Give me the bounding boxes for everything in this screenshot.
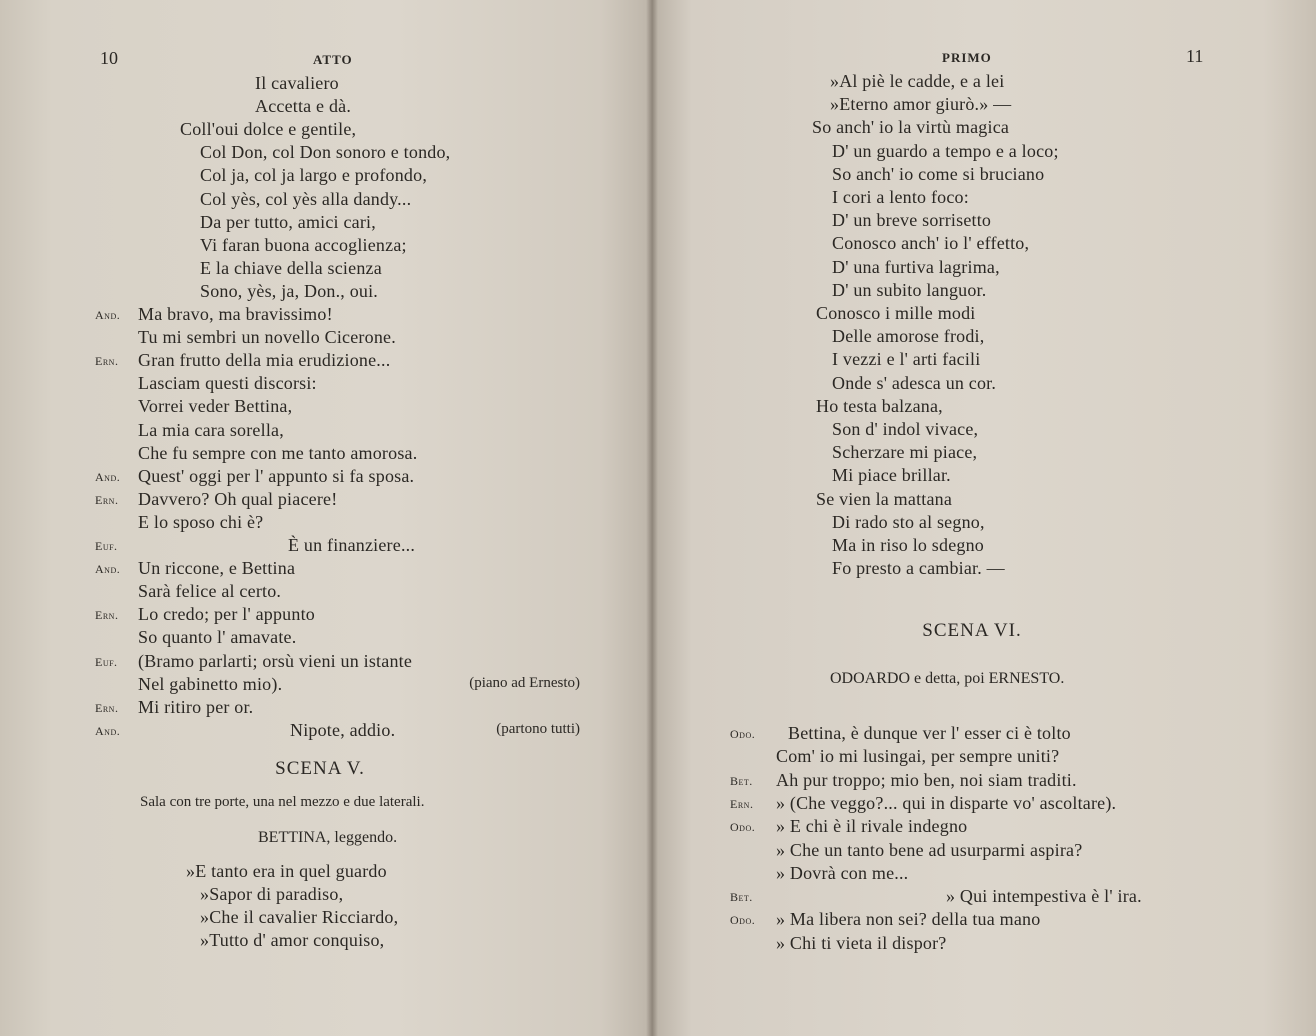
verse-line: Ho testa balzana, [816, 396, 943, 416]
dialogue-line: Com' io mi lusingai, per sempre uniti? [776, 746, 1060, 766]
verse-line: Se vien la mattana [816, 489, 953, 509]
stage-direction: (piano ad Ernesto) [469, 675, 580, 691]
verse-line: Ma bravo, ma bravissimo! [138, 304, 333, 324]
left-page [0, 0, 652, 1036]
verse-line: Un riccone, e Bettina [138, 558, 296, 578]
verse-line: Accetta e dà. [255, 96, 352, 116]
verse-line: Fo presto a cambiar. — [832, 558, 1005, 578]
dialogue-line: » E chi è il rivale indegno [776, 816, 968, 836]
verse-line: Lasciam questi discorsi: [138, 373, 317, 393]
verse-line: Col ja, col ja largo e profondo, [200, 165, 428, 185]
running-head-left: ATTO [313, 52, 353, 67]
verse-line: Conosco i mille modi [816, 303, 976, 323]
speaker-label: Ern. [95, 608, 119, 622]
verse-line: Vorrei veder Bettina, [138, 396, 293, 416]
speaker-label: Ern. [730, 797, 754, 811]
verse-line: So quanto l' amavate. [138, 627, 297, 647]
scene-setting: Sala con tre porte, una nel mezzo e due laterali. [140, 794, 425, 810]
verse-line: E la chiave della scienza [200, 258, 382, 278]
speaker-label: Odo. [730, 727, 756, 741]
dialogue-line: » Ma libera non sei? della tua mano [776, 909, 1041, 929]
verse-line: (Bramo parlarti; orsù vieni un istante [138, 651, 413, 671]
verse-line: Vi faran buona accoglienza; [200, 235, 407, 255]
reading-line: »Tutto d' amor conquiso, [200, 930, 385, 950]
verse-line: D' un breve sorrisetto [832, 210, 992, 230]
speaker-label: Ern. [95, 354, 119, 368]
scene-title-vi: SCENA VI. [922, 620, 1022, 641]
verse-line: I cori a lento foco: [832, 187, 969, 207]
speaker-label: And. [95, 562, 121, 576]
verse-line: D' un guardo a tempo e a loco; [832, 141, 1059, 161]
verse-line: Onde s' adesca un cor. [832, 373, 997, 393]
dialogue-line: » (Che veggo?... qui in disparte vo' ascoltare). [776, 793, 1117, 813]
verse-line: Col Don, col Don sonoro e tondo, [200, 142, 451, 162]
speaker-label: Bet. [730, 774, 753, 788]
verse-line: Il cavaliero [255, 73, 339, 93]
verse-line: Scherzare mi piace, [832, 442, 978, 462]
verse-line: Coll'oui dolce e gentile, [180, 119, 357, 139]
verse-line: »Eterno amor giurò.» — [830, 94, 1012, 114]
stage-direction: (partono tutti) [496, 721, 580, 737]
verse-line: Sono, yès, ja, Don., oui. [200, 281, 378, 301]
page-number-right: 11 [1186, 46, 1204, 66]
speaker-label: Bet. [730, 890, 753, 904]
scene-title-v: SCENA V. [275, 758, 365, 779]
verse-line: Da per tutto, amici cari, [200, 212, 376, 232]
verse-line: So anch' io come si bruciano [832, 164, 1045, 184]
dialogue-line: Bettina, è dunque ver l' esser ci è tolto [788, 723, 1071, 743]
verse-line: Mi ritiro per or. [138, 697, 254, 717]
verse-line: Conosco anch' io l' effetto, [832, 233, 1030, 253]
verse-line: Nipote, addio. [290, 720, 396, 740]
verse-line: Delle amorose frodi, [832, 326, 985, 346]
speaker-label: Ern. [95, 701, 119, 715]
speaker-label: And. [95, 308, 121, 322]
verse-line: Mi piace brillar. [832, 465, 951, 485]
book-gutter [646, 0, 658, 1036]
verse-line: »Al piè le cadde, e a lei [830, 71, 1005, 91]
verse-line: Lo credo; per l' appunto [138, 604, 315, 624]
verse-line: Tu mi sembri un novello Cicerone. [138, 327, 396, 347]
speaker-label: Odo. [730, 913, 756, 927]
speaker-label: Euf. [95, 655, 118, 669]
dialogue-line: » Dovrà con me... [776, 863, 909, 883]
character-line-vi: ODOARDO e detta, poi ERNESTO. [830, 670, 1065, 687]
verse-line: I vezzi e l' arti facili [832, 349, 981, 369]
verse-line: D' un subito languor. [832, 280, 987, 300]
verse-line: Davvero? Oh qual piacere! [138, 489, 338, 509]
speaker-label: Odo. [730, 820, 756, 834]
verse-line: Quest' oggi per l' appunto si fa sposa. [138, 466, 415, 486]
verse-line: Ma in riso lo sdegno [832, 535, 984, 555]
page-number-left: 10 [100, 48, 118, 68]
verse-line: È un finanziere... [288, 535, 416, 555]
speaker-label: Ern. [95, 493, 119, 507]
verse-line: Che fu sempre con me tanto amorosa. [138, 443, 418, 463]
dialogue-line: » Che un tanto bene ad usurparmi aspira? [776, 840, 1083, 860]
reading-line: »Sapor di paradiso, [200, 884, 344, 904]
verse-line: Sarà felice al certo. [138, 581, 282, 601]
dialogue-line: » Chi ti vieta il dispor? [776, 933, 947, 953]
verse-line: Col yès, col yès alla dandy... [200, 189, 412, 209]
dialogue-line: » Qui intempestiva è l' ira. [946, 886, 1142, 906]
verse-line: Gran frutto della mia erudizione... [138, 350, 391, 370]
speaker-label: Euf. [95, 539, 118, 553]
verse-line: Nel gabinetto mio). [138, 674, 283, 694]
running-head-right: PRIMO [942, 50, 992, 65]
verse-line: Di rado sto al segno, [832, 512, 985, 532]
speaker-label: And. [95, 724, 121, 738]
verse-line: D' una furtiva lagrima, [832, 257, 1000, 277]
right-page [652, 0, 1316, 1036]
dialogue-line: Ah pur troppo; mio ben, noi siam traditi. [776, 770, 1077, 790]
verse-line: La mia cara sorella, [138, 420, 284, 440]
character-line-v: BETTINA, leggendo. [258, 829, 398, 846]
speaker-label: And. [95, 470, 121, 484]
verse-line: E lo sposo chi è? [138, 512, 264, 532]
reading-line: »Che il cavalier Ricciardo, [200, 907, 399, 927]
reading-line: »E tanto era in quel guardo [186, 861, 387, 881]
verse-line: So anch' io la virtù magica [812, 117, 1010, 137]
verse-line: Son d' indol vivace, [832, 419, 979, 439]
